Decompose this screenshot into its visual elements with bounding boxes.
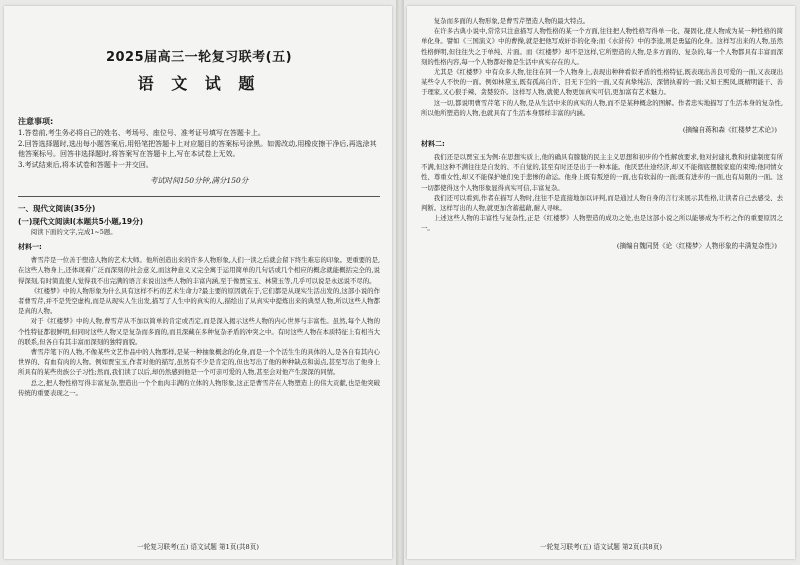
material-2-paragraph: 我们还可以看到,作者在描写人物时,往往不是直接地加以评判,而是通过人物自身的言行来展示其性格,让读者自己去感受、去判断。这样写出的人物,就更加含蓄蕴藉,耐人寻味。 bbox=[421, 193, 783, 213]
note-3: 3.考试结束后,将本试卷和答题卡一并交回。 bbox=[18, 161, 153, 169]
notes-heading: 注意事项: bbox=[18, 117, 54, 126]
subsection-heading: (一)现代文阅读Ⅰ(本题共5小题,19分) bbox=[18, 217, 144, 226]
material-2-paragraph: 上述这些人物的丰富性与复杂性,正是《红楼梦》人物塑造的成功之处,也是这部小说之所以能够成为不朽之作的重要原因之一。 bbox=[421, 214, 783, 233]
section-heading: 一、现代文阅读(35分) bbox=[18, 204, 96, 213]
exam-page-2 bbox=[407, 6, 795, 559]
note-2: 2.回答选择题时,选出每小题答案后,用铅笔把答题卡上对应题目的答案标号涂黑。如需改动,用橡皮擦干净后,再选涂其他答案标号。回答非选择题时,将答案写在答题卡上,写在本试卷上无效。 bbox=[18, 140, 377, 158]
material-1-citation: (摘编自蒋和森《红楼梦艺术论》) bbox=[682, 126, 777, 135]
exam-page-1 bbox=[4, 6, 392, 559]
material-1-paragraph: 总之,把人物性格写得丰富复杂,塑造出一个个血肉丰满的立体的人物形象,这正是曹雪芹在人物塑造上的伟大贡献,也是他突破传统的重要表现之一。 bbox=[18, 378, 380, 397]
reading-instruction: 阅读下面的文字,完成1~5题。 bbox=[30, 228, 117, 236]
divider bbox=[18, 196, 380, 197]
page-2-content bbox=[421, 16, 783, 533]
material-1-paragraph: 在许多古典小说中,常常只注意描写人物性格的某一个方面,往往把人物性格写得单一化、凝固化,使人物成为某一种性格的简单化身。譬如《三国演义》中的曹操,就是把他写成奸诈的化身;而《水浒传》中的李逵,则是勇猛的化身。这样写出来的人物,虽然性格鲜明,但往往失之于单纯、片面。而《红楼梦》却不是这样,它所塑造的人物,是多方面的、复杂的,每一个人物都具有丰富而深刻的性格内容,每一个人物都好像是生活中真实存在的人。 bbox=[421, 27, 783, 66]
material-2-paragraph: 我们还是以贾宝玉为例:在思想实质上,他的确具有朦胧的民主主义思想和初步的个性解放要求,他对封建礼教和封建制度有所不满,但这种不满往往是自发的、不自觉的,甚至有时还是出于一种本能。他厌恶仕途经济,却又不能彻底摆脱家庭的束缚;他同情女性、尊重女性,却又不能保护她们免于悲惨的命运。他身上既有叛逆的一面,也有软弱的一面;既有进步的一面,也有局限的一面。这一切都使得这个人物形象显得真实可信,丰富复杂。 bbox=[421, 153, 783, 192]
material-1-paragraph: 《红楼梦》中的人物形象为什么具有这样不朽的艺术生命力?最主要的原因就在于,它们都是从现实生活出发的,这部小说的作者曹雪芹,并不是凭空虚构,而是从现实人生出发,描写了人生中的真实的人,描绘出了从真实中提炼出来的典型人物,所以这些人物都是真的人物。 bbox=[18, 286, 380, 316]
page-2-footer: 一轮复习联考(五) 语文试题 第2页(共8页) bbox=[540, 543, 662, 551]
material-1-paragraph: 复杂而多面的人物形象,是曹雪芹塑造人物的最大特点。 bbox=[433, 17, 590, 25]
material-1-label: 材料一: bbox=[18, 243, 42, 252]
subject-title: 语 文 试 题 bbox=[137, 74, 261, 93]
material-2-label: 材料二: bbox=[421, 140, 445, 149]
material-1-paragraph: 这一切,都说明曹雪芹笔下的人物,是从生活中来的真实的人物,而不是某种概念的图解。作者忠实地描写了生活本身的复杂性,所以他所塑造的人物,也就具有了生活本身那样丰富的内涵。 bbox=[421, 98, 783, 117]
material-2-citation: (摘编自魏同贤《论〈红楼梦〉人物形象的丰满复杂性》) bbox=[616, 241, 777, 250]
page-1-footer: 一轮复习联考(五) 语文试题 第1页(共8页) bbox=[137, 543, 259, 551]
exam-time-line: 考试时间150分钟,满分150分 bbox=[149, 176, 249, 185]
material-1-paragraph: 对于《红楼梦》中的人物,曹雪芹从不加以简单的肯定或否定,而是深入揭示这些人物的内心世界与丰富性。虽然,每个人物的个性特征都很鲜明,但同时这些人物又是复杂而多面的,而且深藏在多种复杂矛盾的冲突之中。有时这些人物在本质特征上有相当大的联系,但各自有其丰富而深刻的独特面貌。 bbox=[18, 317, 380, 346]
page-1-content bbox=[18, 16, 380, 533]
note-1: 1.答卷前,考生务必将自己的姓名、考场号、座位号、准考证号填写在答题卡上。 bbox=[18, 129, 265, 137]
material-1-paragraph: 尤其是《红楼梦》中有众多人物,往往在同一个人物身上,表现出种种看似矛盾的性格特征,既表现出善良可爱的一面,又表现出某些令人不快的一面。例如林黛玉,既有孤高自许、目无下尘的一面,又有真挚纯洁、深情执着的一面;又如王熙凤,既精明能干、善于理家,又心狠手辣、贪婪狡诈。这样写人物,就使人物更加真实可信,更加富有艺术魅力。 bbox=[421, 68, 783, 97]
book-gutter bbox=[396, 0, 404, 565]
material-1-paragraph: 曹雪芹是一位善于塑造人物的艺术大师。他所创造出来的许多人物形象,人们一读之后就会留下终生难忘的印象。更重要的是,在这些人物身上,还体现着广泛而深刻的社会意义,而这种意义又完全寓于运用简单的几句话或几个相应的概念就能概括完全的,说得深刻,有时简直使人觉得我不出完满的语言来说出这些人物的丰富内涵,至于像贾宝玉、林黛玉等,几乎可以说是永远说不尽的。 bbox=[18, 256, 380, 285]
exam-title: 2025届高三一轮复习联考(五) bbox=[105, 50, 293, 65]
material-1-paragraph: 曹雪芹笔下的人物,不像某些文艺作品中的人物那样,是某一种抽象概念的化身,而是一个个活生生的具体的人,是各自有其内心世界的、有血有肉的人物。例如贾宝玉,作者对他的描写,虽然有不少是肯定的,但也写出了他的种种缺点和弱点,甚至写出了他身上所具有的某些贵族公子习性;然而,我们读了以后,却仍然感到他是一个可亲可爱的人物,甚至会对他产生深深的同情。 bbox=[18, 348, 380, 377]
